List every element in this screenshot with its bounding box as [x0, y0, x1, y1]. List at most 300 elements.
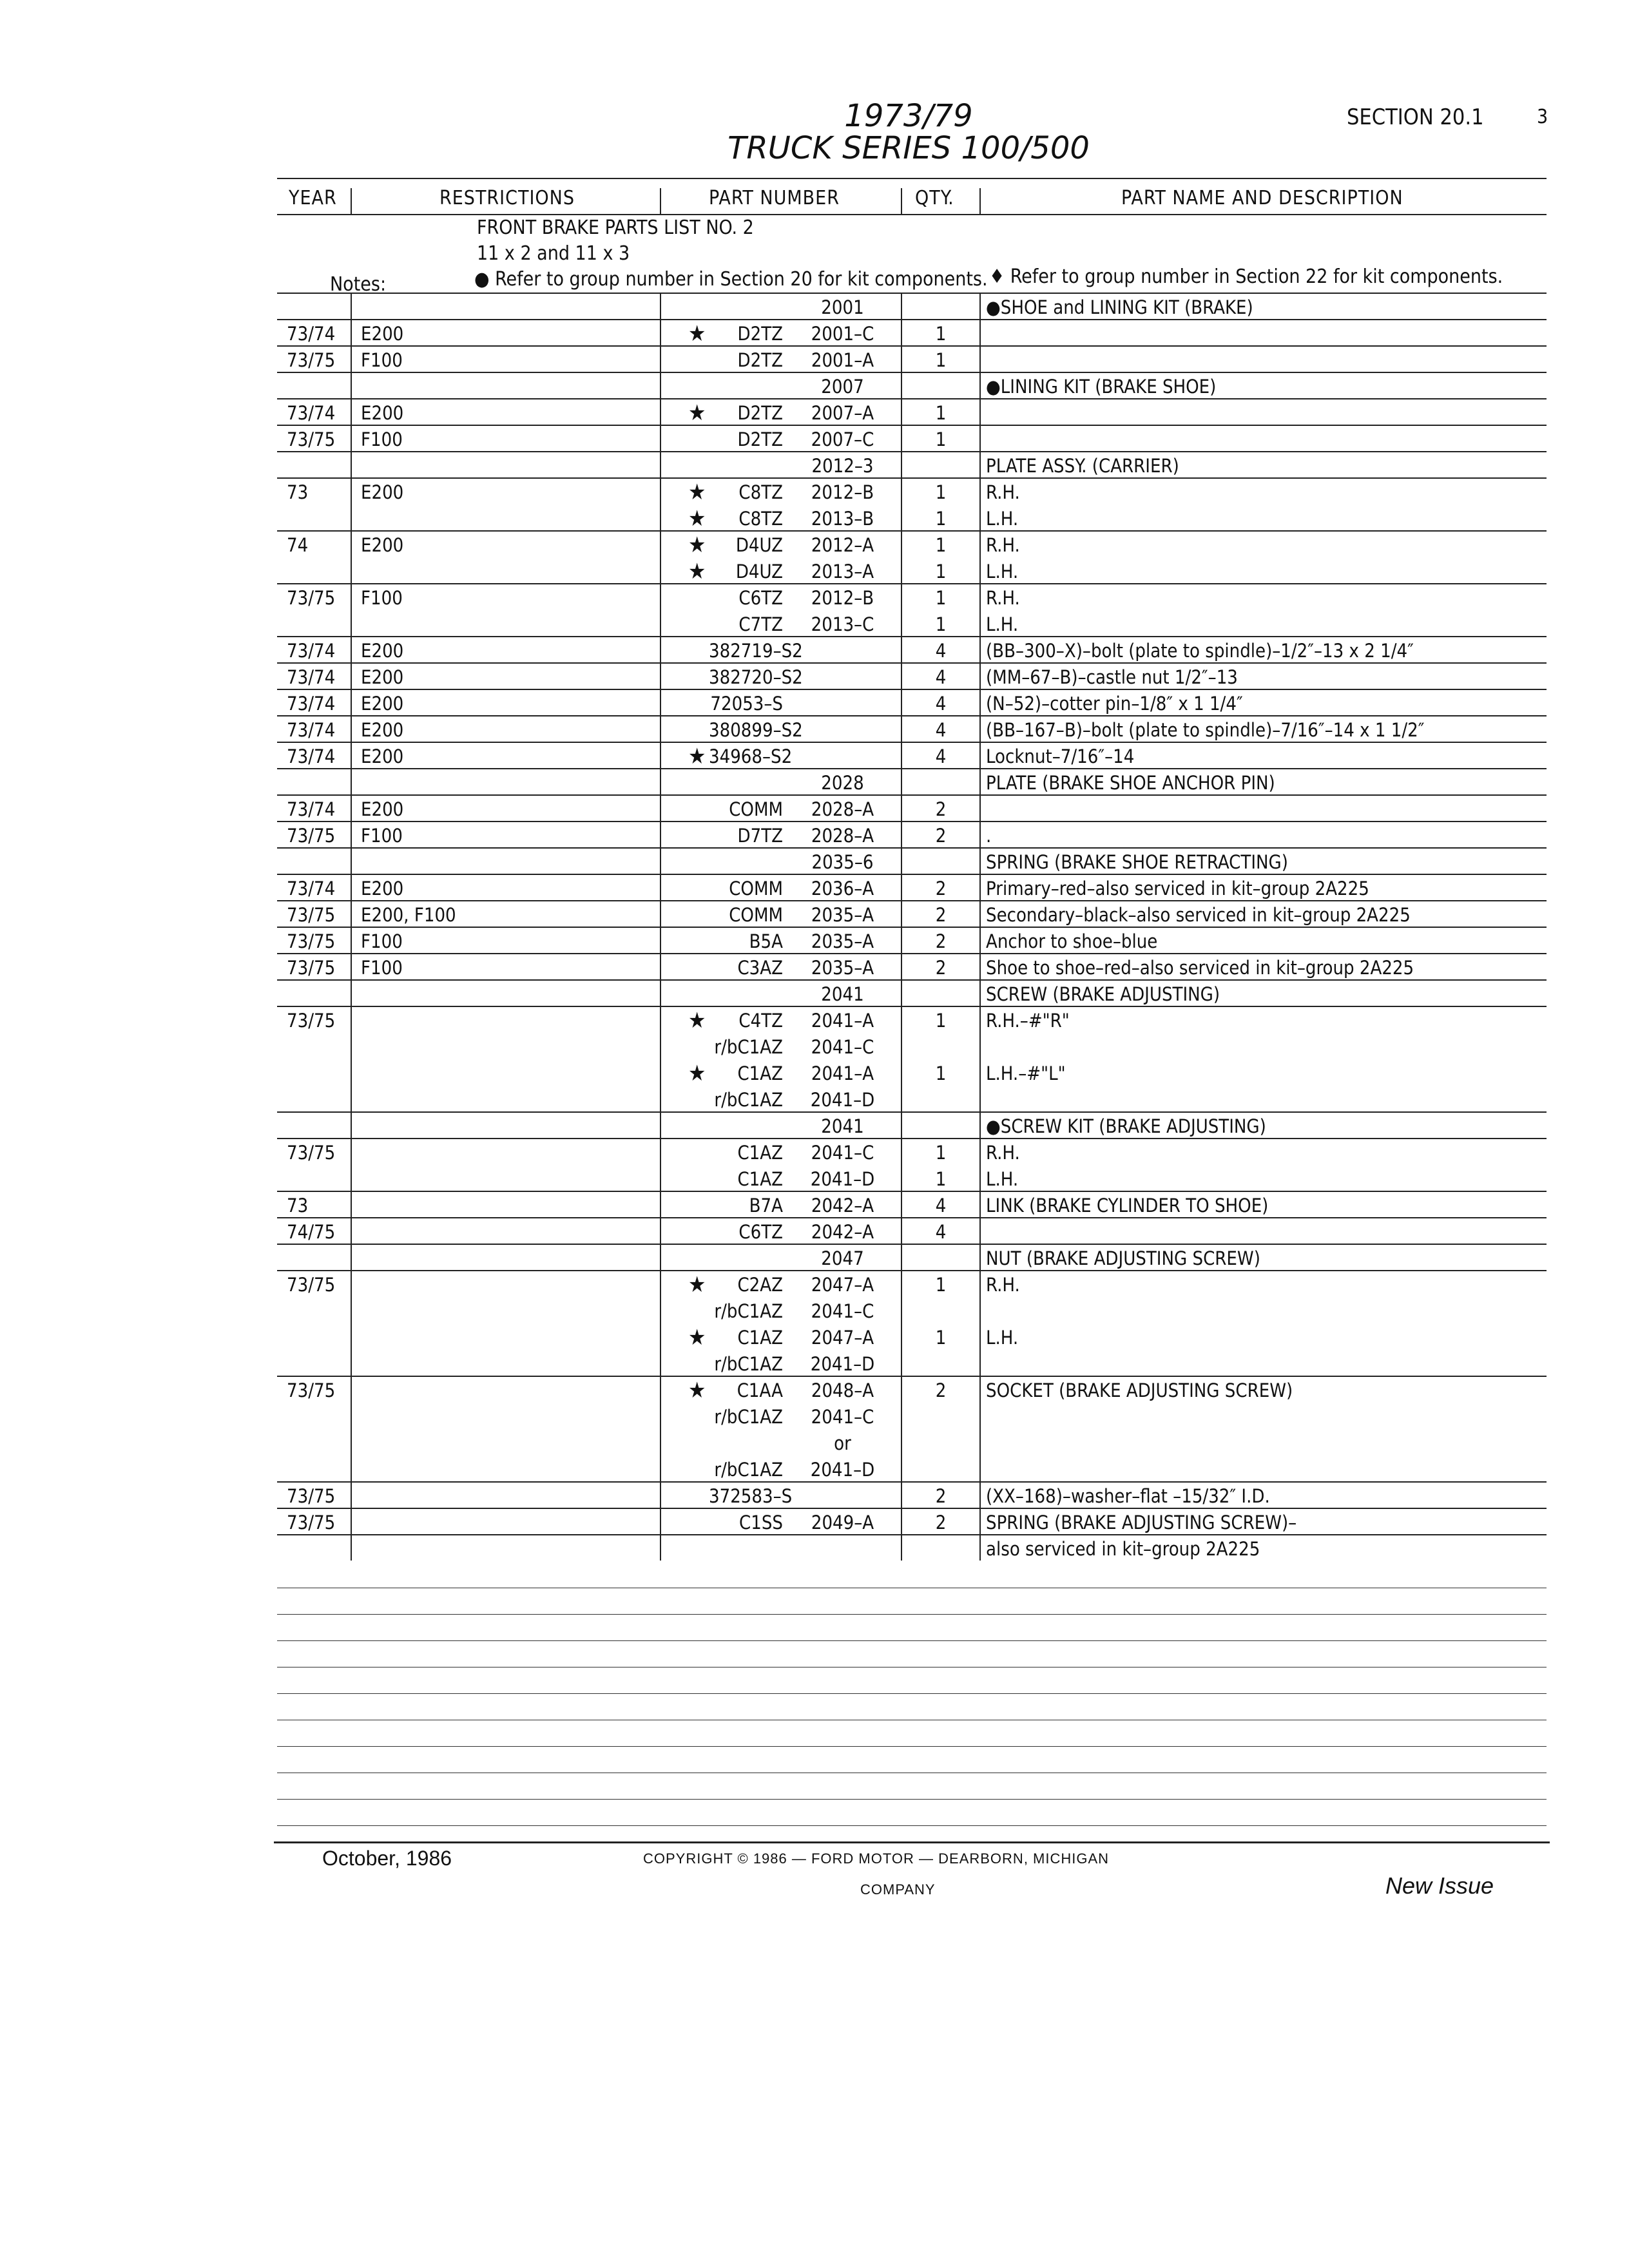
- row-qty: 1: [935, 561, 947, 582]
- row-rule: [277, 794, 1547, 796]
- row-qty: 1: [935, 1168, 947, 1190]
- row-rule: [277, 847, 1547, 849]
- row-qty: 1: [935, 402, 947, 424]
- row-part-number: 2013–C: [811, 613, 874, 635]
- row-qty: 1: [935, 323, 947, 345]
- table-row: [0, 981, 1629, 1007]
- row-restrictions: F100: [361, 349, 403, 371]
- table-row: [0, 1350, 1629, 1377]
- row-year: 73/74: [287, 693, 336, 715]
- column-divider: [901, 294, 902, 1561]
- document-year-range: 1973/79: [844, 98, 973, 134]
- table-row: [0, 716, 1629, 743]
- row-part-number: 2047: [821, 1247, 864, 1269]
- row-part-prefix: r/bC1AZ: [714, 1353, 783, 1375]
- row-part-prefix: C8TZ: [738, 481, 783, 503]
- row-year: 73/75: [287, 825, 336, 847]
- column-divider: [660, 294, 661, 1561]
- row-part-number: 2035–A: [811, 957, 874, 979]
- row-rule: [277, 742, 1547, 743]
- row-part-number: 2012–A: [811, 534, 874, 556]
- table-row: [0, 532, 1629, 558]
- row-qty: 4: [935, 693, 947, 715]
- row-qty: 2: [935, 1512, 947, 1533]
- row-description: PLATE ASSY. (CARRIER): [986, 455, 1179, 477]
- row-rule: [277, 398, 1547, 399]
- row-rule: [277, 927, 1547, 928]
- new-part-star-icon: ★: [688, 479, 706, 505]
- row-rule: [277, 1191, 1547, 1192]
- row-description: L.H.: [986, 1327, 1019, 1349]
- row-qty: 1: [935, 481, 947, 503]
- row-description: (MM–67–B)–castle nut 1/2″–13: [986, 666, 1238, 688]
- row-year: 73/75: [287, 930, 336, 952]
- row-description: R.H.–#"R": [986, 1010, 1070, 1032]
- table-row: [0, 901, 1629, 928]
- row-qty: 1: [935, 428, 947, 450]
- row-part-prefix: COMM: [729, 878, 783, 899]
- row-description: L.H.: [986, 508, 1019, 530]
- row-description: R.H.: [986, 587, 1020, 609]
- row-part-number: 2035–A: [811, 904, 874, 926]
- row-part-prefix: C1AZ: [737, 1168, 783, 1190]
- row-year: 73/74: [287, 719, 336, 741]
- column-divider: [979, 294, 981, 1561]
- row-restrictions: E200: [361, 693, 404, 715]
- row-qty: 1: [935, 508, 947, 530]
- row-part-prefix: 382719–S2: [709, 640, 803, 662]
- row-part-prefix: r/bC1AZ: [714, 1459, 783, 1481]
- header-divider: [979, 188, 981, 214]
- header-top-rule: [277, 178, 1547, 179]
- row-part-number: 2041–C: [811, 1142, 874, 1164]
- row-description: (XX–168)–washer–flat –15/32″ I.D.: [986, 1485, 1270, 1507]
- row-description: also serviced in kit–group 2A225: [986, 1538, 1260, 1560]
- row-rule: [277, 1481, 1547, 1483]
- new-part-star-icon: ★: [688, 321, 706, 347]
- row-restrictions: E200: [361, 798, 404, 820]
- row-description: R.H.: [986, 1274, 1020, 1296]
- row-part-prefix: D4UZ: [735, 534, 783, 556]
- row-rule: [277, 1376, 1547, 1377]
- table-row: [0, 426, 1629, 452]
- row-year: 73: [287, 1195, 309, 1216]
- row-part-number: 2028: [821, 772, 864, 794]
- row-rule: [277, 1217, 1547, 1218]
- blank-line: [277, 1614, 1547, 1615]
- row-description: (BB–300–X)–bolt (plate to spindle)–1/2″–13 x 2 1/4″: [986, 640, 1414, 662]
- row-qty: 2: [935, 1485, 947, 1507]
- table-row: [0, 1535, 1629, 1562]
- row-qty: 4: [935, 745, 947, 767]
- table-row: [0, 1192, 1629, 1218]
- row-restrictions: E200: [361, 323, 404, 345]
- row-part-number: 2041–D: [810, 1459, 875, 1481]
- row-rule: [277, 768, 1547, 769]
- row-year: 73/74: [287, 402, 336, 424]
- issue-status: New Issue: [1385, 1872, 1494, 1899]
- table-row: [0, 769, 1629, 796]
- row-part-prefix: B7A: [749, 1195, 783, 1216]
- row-part-prefix: 34968–S2: [709, 745, 793, 767]
- row-rule: [277, 953, 1547, 954]
- row-part-number: 2012–3: [811, 455, 874, 477]
- table-row: [0, 1430, 1629, 1456]
- row-restrictions: E200: [361, 878, 404, 899]
- list-sizes: 11 x 2 and 11 x 3: [477, 242, 630, 265]
- row-part-number: or: [834, 1432, 851, 1454]
- table-row: [0, 796, 1629, 822]
- row-year: 73/75: [287, 957, 336, 979]
- row-description: SPRING (BRAKE ADJUSTING SCREW)–: [986, 1512, 1297, 1533]
- row-description: PLATE (BRAKE SHOE ANCHOR PIN): [986, 772, 1275, 794]
- row-part-number: 2012–B: [811, 587, 874, 609]
- row-qty: 1: [935, 1327, 947, 1349]
- row-part-prefix: D7TZ: [737, 825, 783, 847]
- row-rule: [277, 689, 1547, 690]
- row-rule: [277, 451, 1547, 452]
- new-part-star-icon: ★: [688, 1061, 706, 1086]
- row-qty: 2: [935, 930, 947, 952]
- table-row: [0, 479, 1629, 505]
- table-row: [0, 1456, 1629, 1483]
- row-year: 73/75: [287, 349, 336, 371]
- row-qty: 4: [935, 719, 947, 741]
- row-restrictions: E200: [361, 745, 404, 767]
- column-header-qty: QTY.: [915, 187, 954, 209]
- row-year: 73/74: [287, 666, 336, 688]
- row-year: 73/75: [287, 1379, 336, 1401]
- row-part-prefix: r/bC1AZ: [714, 1036, 783, 1058]
- header-divider: [660, 188, 661, 214]
- row-part-prefix: C7TZ: [738, 613, 783, 635]
- row-part-prefix: r/bC1AZ: [714, 1406, 783, 1428]
- row-part-prefix: C1AZ: [737, 1062, 783, 1084]
- row-description: .: [986, 825, 992, 847]
- section-number: SECTION 20.1: [1347, 104, 1484, 130]
- row-description: LINK (BRAKE CYLINDER TO SHOE): [986, 1195, 1269, 1216]
- row-restrictions: E200: [361, 534, 404, 556]
- row-part-prefix: 72053–S: [710, 693, 783, 715]
- row-part-number: 2041–A: [811, 1062, 874, 1084]
- row-year: 73/74: [287, 640, 336, 662]
- row-year: 73/75: [287, 1485, 336, 1507]
- table-row: [0, 1509, 1629, 1535]
- row-description: Shoe to shoe–red–also serviced in kit–group 2A225: [986, 957, 1414, 979]
- row-year: 73/75: [287, 1142, 336, 1164]
- row-rule: [277, 636, 1547, 637]
- table-row: [0, 505, 1629, 532]
- column-header-description: PART NAME AND DESCRIPTION: [1121, 187, 1403, 209]
- row-part-prefix: 382720–S2: [709, 666, 803, 688]
- row-qty: 2: [935, 957, 947, 979]
- row-restrictions: F100: [361, 428, 403, 450]
- row-year: 73/75: [287, 1512, 336, 1533]
- row-part-number: 2013–A: [811, 561, 874, 582]
- row-part-prefix: 372583–S: [709, 1485, 793, 1507]
- row-description: R.H.: [986, 1142, 1020, 1164]
- row-restrictions: E200, F100: [361, 904, 456, 926]
- table-row: [0, 399, 1629, 426]
- blank-line: [277, 1746, 1547, 1747]
- row-part-prefix: D2TZ: [737, 323, 783, 345]
- note-section-22: ♦ Refer to group number in Section 22 for kit components.: [989, 265, 1503, 288]
- row-part-number: 2049–A: [811, 1512, 874, 1533]
- row-part-number: 2012–B: [811, 481, 874, 503]
- row-qty: 2: [935, 798, 947, 820]
- table-row: [0, 1033, 1629, 1060]
- row-rule: [277, 1138, 1547, 1139]
- table-row: [0, 452, 1629, 479]
- table-row: [0, 1007, 1629, 1033]
- row-restrictions: E200: [361, 666, 404, 688]
- table-row: [0, 690, 1629, 716]
- row-rule: [277, 715, 1547, 716]
- row-year: 73/75: [287, 1274, 336, 1296]
- row-qty: 1: [935, 1274, 947, 1296]
- row-rule: [277, 1244, 1547, 1245]
- row-part-prefix: D2TZ: [737, 402, 783, 424]
- row-rule: [277, 477, 1547, 479]
- copyright-company: COMPANY: [860, 1881, 936, 1898]
- table-row: [0, 1324, 1629, 1350]
- row-part-prefix: D2TZ: [737, 428, 783, 450]
- row-qty: 1: [935, 1010, 947, 1032]
- row-part-prefix: B5A: [749, 930, 783, 952]
- row-description: SCREW (BRAKE ADJUSTING): [986, 983, 1220, 1005]
- column-header-year: YEAR: [289, 187, 337, 209]
- row-description: ●SHOE and LINING KIT (BRAKE): [986, 296, 1253, 318]
- row-part-number: 2035–6: [811, 851, 874, 873]
- row-part-prefix: C3AZ: [737, 957, 783, 979]
- row-year: 73/75: [287, 587, 336, 609]
- header-bottom-rule: [277, 214, 1547, 215]
- row-part-number: 2041–C: [811, 1300, 874, 1322]
- row-part-number: 2001: [821, 296, 864, 318]
- row-part-prefix: C1AZ: [737, 1327, 783, 1349]
- row-part-number: 2007–A: [811, 402, 874, 424]
- new-part-star-icon: ★: [688, 744, 706, 769]
- row-description: ●SCREW KIT (BRAKE ADJUSTING): [986, 1115, 1266, 1137]
- table-row: [0, 743, 1629, 769]
- row-year: 73: [287, 481, 309, 503]
- table-row: [0, 1166, 1629, 1192]
- note-section-20: ● Refer to group number in Section 20 for kit components.: [474, 268, 988, 291]
- row-year: 73/74: [287, 798, 336, 820]
- row-part-prefix: C8TZ: [738, 508, 783, 530]
- row-part-number: 2041–C: [811, 1036, 874, 1058]
- row-description: R.H.: [986, 534, 1020, 556]
- table-row: [0, 1298, 1629, 1324]
- row-rule: [277, 583, 1547, 584]
- document-series-title: TRUCK SERIES 100/500: [728, 130, 1090, 166]
- row-qty: 2: [935, 904, 947, 926]
- row-part-number: 2041–D: [810, 1089, 875, 1111]
- row-rule: [277, 874, 1547, 875]
- row-year: 73/74: [287, 745, 336, 767]
- copyright-notice: COPYRIGHT © 1986 — FORD MOTOR — DEARBORN, MICHIGAN: [643, 1850, 1110, 1867]
- row-part-prefix: COMM: [729, 798, 783, 820]
- row-description: (N–52)–cotter pin–1/8″ x 1 1/4″: [986, 693, 1243, 715]
- row-description: SOCKET (BRAKE ADJUSTING SCREW): [986, 1379, 1293, 1401]
- row-year: 73/75: [287, 1010, 336, 1032]
- row-part-prefix: C1SS: [739, 1512, 783, 1533]
- row-description: Primary–red–also serviced in kit–group 2A225: [986, 878, 1369, 899]
- new-part-star-icon: ★: [688, 1325, 706, 1350]
- row-year: 73/75: [287, 904, 336, 926]
- row-part-prefix: r/bC1AZ: [714, 1300, 783, 1322]
- row-part-number: 2041–C: [811, 1406, 874, 1428]
- row-qty: 4: [935, 1195, 947, 1216]
- row-part-number: 2042–A: [811, 1195, 874, 1216]
- table-row: [0, 1086, 1629, 1113]
- blank-line: [277, 1640, 1547, 1641]
- table-row: [0, 1245, 1629, 1271]
- table-row: [0, 1113, 1629, 1139]
- row-qty: 1: [935, 1062, 947, 1084]
- row-part-number: 2028–A: [811, 798, 874, 820]
- row-restrictions: E200: [361, 402, 404, 424]
- row-rule: [277, 662, 1547, 664]
- row-qty: 4: [935, 1221, 947, 1243]
- row-part-prefix: C1AZ: [737, 1142, 783, 1164]
- new-part-star-icon: ★: [688, 1008, 706, 1033]
- table-row: [0, 320, 1629, 347]
- row-rule: [277, 1508, 1547, 1509]
- row-year: 73/75: [287, 428, 336, 450]
- table-row: [0, 1483, 1629, 1509]
- table-row: [0, 1139, 1629, 1166]
- row-qty: 1: [935, 349, 947, 371]
- row-part-prefix: COMM: [729, 904, 783, 926]
- table-row: [0, 611, 1629, 637]
- row-description: Secondary–black–also serviced in kit–group 2A225: [986, 904, 1411, 926]
- column-header-restrictions: RESTRICTIONS: [439, 187, 575, 209]
- row-qty: 1: [935, 613, 947, 635]
- row-qty: 1: [935, 534, 947, 556]
- row-part-number: 2041: [821, 1115, 864, 1137]
- new-part-star-icon: ★: [688, 532, 706, 558]
- row-part-prefix: C4TZ: [738, 1010, 783, 1032]
- row-qty: 1: [935, 1142, 947, 1164]
- row-part-number: 2047–A: [811, 1327, 874, 1349]
- notes-label: Notes:: [330, 273, 387, 296]
- row-part-number: 2001–C: [811, 323, 874, 345]
- blank-line: [277, 1825, 1547, 1826]
- row-description: L.H.: [986, 1168, 1019, 1190]
- row-rule: [277, 1111, 1547, 1113]
- row-part-number: 2041–D: [810, 1168, 875, 1190]
- row-part-prefix: D2TZ: [737, 349, 783, 371]
- row-qty: 1: [935, 587, 947, 609]
- header-divider: [901, 188, 902, 214]
- row-description: Locknut–7/16″–14: [986, 745, 1135, 767]
- column-header-part-number: PART NUMBER: [709, 187, 840, 209]
- row-part-number: 2048–A: [811, 1379, 874, 1401]
- row-rule: [277, 319, 1547, 320]
- row-part-number: 2001–A: [811, 349, 874, 371]
- row-rule: [277, 372, 1547, 373]
- row-rule: [277, 345, 1547, 347]
- row-year: 74/75: [287, 1221, 336, 1243]
- row-qty: 4: [935, 640, 947, 662]
- table-row: [0, 928, 1629, 954]
- new-part-star-icon: ★: [688, 400, 706, 426]
- row-rule: [277, 1534, 1547, 1535]
- row-rule: [277, 1006, 1547, 1007]
- row-restrictions: E200: [361, 719, 404, 741]
- row-part-number: 2036–A: [811, 878, 874, 899]
- row-part-number: 2013–B: [811, 508, 874, 530]
- table-row: [0, 849, 1629, 875]
- row-qty: 4: [935, 666, 947, 688]
- new-part-star-icon: ★: [688, 506, 706, 532]
- row-description: SPRING (BRAKE SHOE RETRACTING): [986, 851, 1288, 873]
- table-row: [0, 637, 1629, 664]
- row-description: L.H.: [986, 613, 1019, 635]
- row-description: (BB–167–B)–bolt (plate to spindle)–7/16″–14 x 1 1/2″: [986, 719, 1425, 741]
- header-divider: [351, 188, 352, 214]
- row-part-prefix: C2AZ: [737, 1274, 783, 1296]
- table-row: [0, 1403, 1629, 1430]
- table-row: [0, 294, 1629, 320]
- row-description: Anchor to shoe–blue: [986, 930, 1158, 952]
- row-part-number: 2007: [821, 376, 864, 398]
- row-description: L.H.–#"L": [986, 1062, 1066, 1084]
- table-row: [0, 1377, 1629, 1403]
- new-part-star-icon: ★: [688, 559, 706, 584]
- table-row: [0, 347, 1629, 373]
- new-part-star-icon: ★: [688, 1272, 706, 1298]
- row-part-prefix: C6TZ: [738, 1221, 783, 1243]
- row-part-prefix: 380899–S2: [709, 719, 803, 741]
- row-part-number: 2041–A: [811, 1010, 874, 1032]
- row-description: L.H.: [986, 561, 1019, 582]
- row-restrictions: F100: [361, 957, 403, 979]
- row-part-number: 2041: [821, 983, 864, 1005]
- row-restrictions: F100: [361, 587, 403, 609]
- row-rule: [277, 979, 1547, 981]
- table-row: [0, 822, 1629, 849]
- blank-line: [277, 1693, 1547, 1694]
- table-row: [0, 875, 1629, 901]
- row-qty: 2: [935, 1379, 947, 1401]
- row-part-number: 2007–C: [811, 428, 874, 450]
- table-row: [0, 664, 1629, 690]
- row-restrictions: F100: [361, 930, 403, 952]
- table-row: [0, 1218, 1629, 1245]
- row-part-number: 2047–A: [811, 1274, 874, 1296]
- row-part-number: 2041–D: [810, 1353, 875, 1375]
- row-part-prefix: C6TZ: [738, 587, 783, 609]
- table-row: [0, 558, 1629, 584]
- table-row: [0, 1271, 1629, 1298]
- row-part-prefix: r/bC1AZ: [714, 1089, 783, 1111]
- row-part-number: 2042–A: [811, 1221, 874, 1243]
- row-description: R.H.: [986, 481, 1020, 503]
- row-qty: 2: [935, 878, 947, 899]
- row-description: NUT (BRAKE ADJUSTING SCREW): [986, 1247, 1260, 1269]
- row-year: 73/74: [287, 878, 336, 899]
- row-description: ●LINING KIT (BRAKE SHOE): [986, 376, 1217, 398]
- row-rule: [277, 1270, 1547, 1271]
- row-restrictions: F100: [361, 825, 403, 847]
- row-year: 73/74: [287, 323, 336, 345]
- row-part-number: 2028–A: [811, 825, 874, 847]
- issue-date: October, 1986: [322, 1847, 452, 1870]
- row-rule: [277, 900, 1547, 901]
- table-row: [0, 1060, 1629, 1086]
